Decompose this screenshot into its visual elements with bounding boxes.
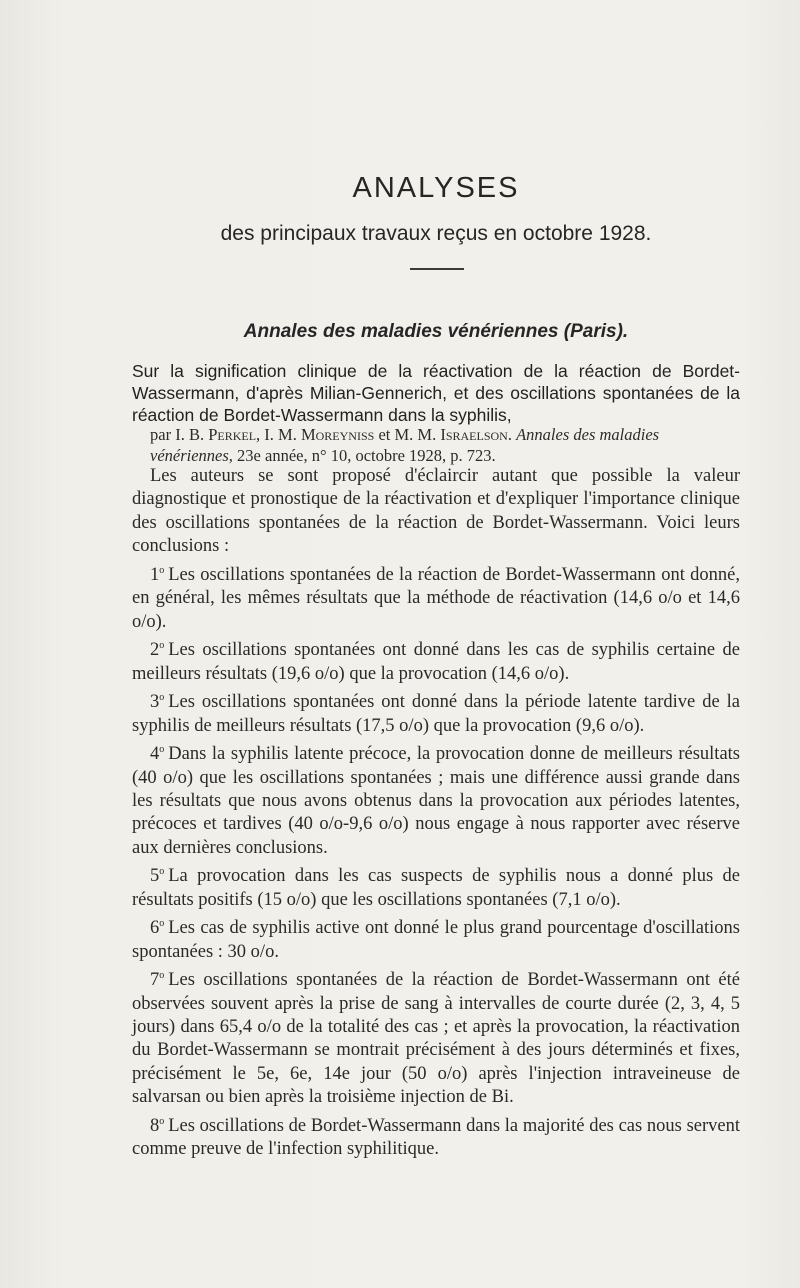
- conclusion-number: 6$^o$: [150, 918, 165, 939]
- conclusion-item: [132, 860, 740, 912]
- citation-prefix: par I. B.: [150, 425, 205, 444]
- conclusion-item: [132, 912, 740, 964]
- article-body: [132, 465, 740, 1162]
- citation-details: , 23e année, n° 10, octobre 1928, p. 723.: [228, 446, 496, 465]
- conclusion-item: [132, 559, 740, 634]
- conclusion-text: Les oscillations spontanées ont donné dans la période latente tardive de la syphilis de meilleurs résultats (17,5 o/o) que la provocation (9,6 o/o).: [132, 692, 740, 736]
- conclusion-number: 4$^o$: [150, 743, 165, 765]
- journal-heading: Annales des maladies vénériennes (Paris).: [243, 321, 629, 342]
- title-divider: [410, 268, 464, 270]
- intro-paragraph: Les auteurs se sont proposé d'éclaircir autant que possible la valeur diagnostique et pronostique de la réactivation et d'expliquer l'importance clinique des oscillations spontanées de la réaction de Bordet-Wassermann. Voici leurs conclusions :: [132, 466, 740, 557]
- conclusion-text: Les oscillations spontanées de la réaction de Bordet-Wassermann ont été observées souvent après la prise de sang à intervalles de courte durée (2, 3, 4, 5 jours) dans 65,4 o/o de la totalité des cas ; et après la provocation, la réactivation du Bordet-Wassermann se montrait précisément à des jours déterminés et fixes, précisément le 5e, 6e, 14e jour (50 o/o) après l'injection intraveineuse de salvarsan ou bien après la troisième injection de Bi.: [132, 970, 740, 1108]
- author-perkel: Perkel: [208, 425, 257, 444]
- article-citation: par I. B. Perkel, I. M. Moreyniss et M. M. Israelson. Annales des maladies vénériennes, 23e année, n° 10, octobre 1928, p. 723.: [150, 425, 660, 465]
- conclusion-item: [132, 634, 740, 686]
- citation-journal: Annales des maladies vénériennes: [150, 425, 660, 465]
- citation-conjunction: et M. M.: [374, 425, 437, 444]
- conclusion-number: 1$^o$: [150, 564, 165, 585]
- conclusion-text: Les oscillations de Bordet-Wassermann dans la majorité des cas nous servent comme preuve de l'infection syphilitique.: [132, 1115, 740, 1160]
- conclusion-number: 7$^o$: [150, 970, 165, 991]
- conclusion-item: [132, 964, 740, 1110]
- conclusion-text: Les cas de syphilis active ont donné le plus grand pourcentage d'oscillations spontanées : 30 o/o.: [132, 918, 740, 962]
- conclusion-text: Dans la syphilis latente précoce, la provocation donne de meilleurs résultats (40 o/o) que les oscillations spontanées ; mais une différence aussi grande dans les résultats que nous avons obtenus dans la provocation aux périodes latentes, précoces et tardives (40 o/o-9,6 o/o) nous engage à nous rapporter avec réserve aux dernières conclusions.: [132, 744, 740, 858]
- author-moreyniss: Moreyniss: [300, 425, 375, 444]
- conclusion-number: 3$^o$: [150, 691, 165, 713]
- conclusion-number: 2$^o$: [150, 640, 165, 661]
- conclusion-item: [132, 1110, 740, 1162]
- conclusion-text: Les oscillations spontanées de la réaction de Bordet-Wassermann ont donné, en général, les mêmes résultats que la méthode de réactivation (14,6 o/o et 14,6 o/o).: [132, 564, 740, 632]
- page-subtitle: des principaux travaux reçus en octobre 1928.: [220, 222, 652, 245]
- page-title: ANALYSES: [352, 172, 520, 204]
- citation-author2-initials: , I. M.: [256, 425, 297, 444]
- conclusion-text: La provocation dans les cas suspects de syphilis nous a donné plus de résultats positifs (15 o/o) que les oscillations spontanées (7,1 o/o).: [132, 866, 740, 910]
- conclusion-item: [132, 686, 740, 738]
- conclusion-number: 5$^o$: [150, 866, 165, 887]
- conclusion-number: 8$^o$: [150, 1115, 165, 1136]
- author-israelson: Israelson: [440, 425, 508, 444]
- conclusion-text: Les oscillations spontanées ont donné dans les cas de syphilis certaine de meilleurs résultats (19,6 o/o) que la provocation (14,6 o/o).: [132, 640, 740, 684]
- conclusion-item: [132, 738, 740, 860]
- article-heading: Sur la signification clinique de la réactivation de la réaction de Bordet-Wassermann, d'après Milian-Gennerich, et des oscillations spontanées de la réaction de Bordet-Wassermann dans la syphilis,: [132, 361, 740, 425]
